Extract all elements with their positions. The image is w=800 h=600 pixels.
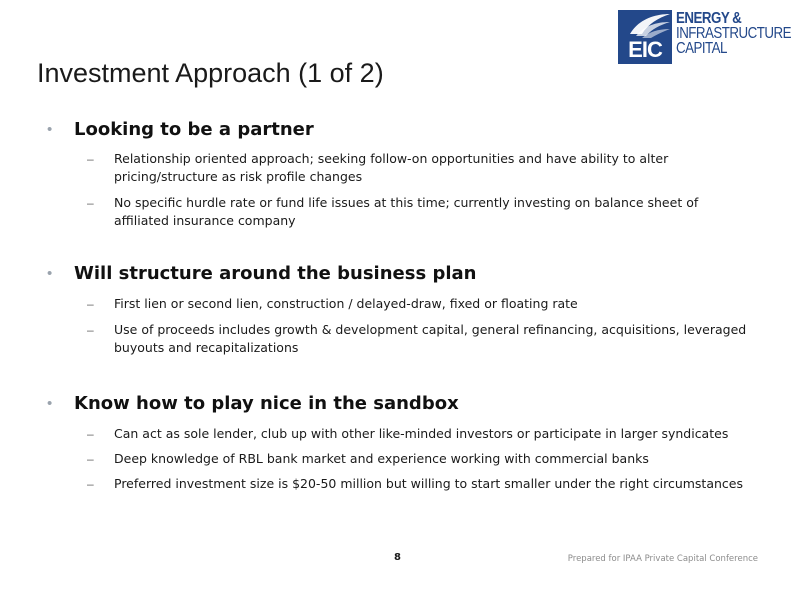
footer-note: Prepared for IPAA Private Capital Conference	[567, 554, 758, 564]
dash-icon: –	[87, 427, 94, 441]
logo-line-1: ENERGY &	[676, 10, 742, 27]
sub-point-text: First lien or second lien, construction / delayed-draw, fixed or floating rate	[114, 296, 578, 311]
bullet-dot-icon: •	[47, 265, 53, 282]
logo-mark-text: EIC	[628, 37, 662, 62]
section-heading: Know how to play nice in the sandbox	[74, 393, 459, 414]
logo-line-3: CAPITAL	[676, 40, 727, 57]
slide-title: Investment Approach (1 of 2)	[37, 58, 384, 88]
sub-point-text: Relationship oriented approach; seeking follow-on opportunities and have ability to alter pricing/structure as risk profile changes	[114, 151, 669, 184]
bullet-dot-icon: •	[47, 121, 53, 138]
section-heading: Looking to be a partner	[74, 119, 314, 140]
logo-wordmark	[676, 11, 791, 56]
sub-point-text: Use of proceeds includes growth & development capital, general refinancing, acquisitions, leveraged buyouts and recapitalizations	[114, 322, 747, 355]
company-logo	[618, 10, 791, 66]
sub-point-text: Can act as sole lender, club up with other like-minded investors or participate in larger syndicates	[114, 426, 729, 441]
dash-icon: –	[87, 297, 94, 311]
dash-icon: –	[87, 196, 94, 210]
dash-icon: –	[87, 323, 94, 337]
dash-icon: –	[87, 452, 94, 466]
page-number: 8	[394, 552, 401, 563]
sub-point-text: Preferred investment size is $20-50 million but willing to start smaller under the right circumstances	[114, 476, 743, 491]
dash-icon: –	[87, 477, 94, 491]
dash-icon: –	[87, 152, 94, 166]
eic-logo-mark-icon	[618, 10, 672, 64]
logo-line-2: INFRASTRUCTURE	[676, 25, 791, 42]
section-heading: Will structure around the business plan	[74, 263, 477, 284]
bullet-dot-icon: •	[47, 395, 53, 412]
sub-point-text: No specific hurdle rate or fund life issues at this time; currently investing on balance sheet of affiliated insurance company	[114, 195, 699, 228]
sub-point-text: Deep knowledge of RBL bank market and experience working with commercial banks	[114, 451, 649, 466]
